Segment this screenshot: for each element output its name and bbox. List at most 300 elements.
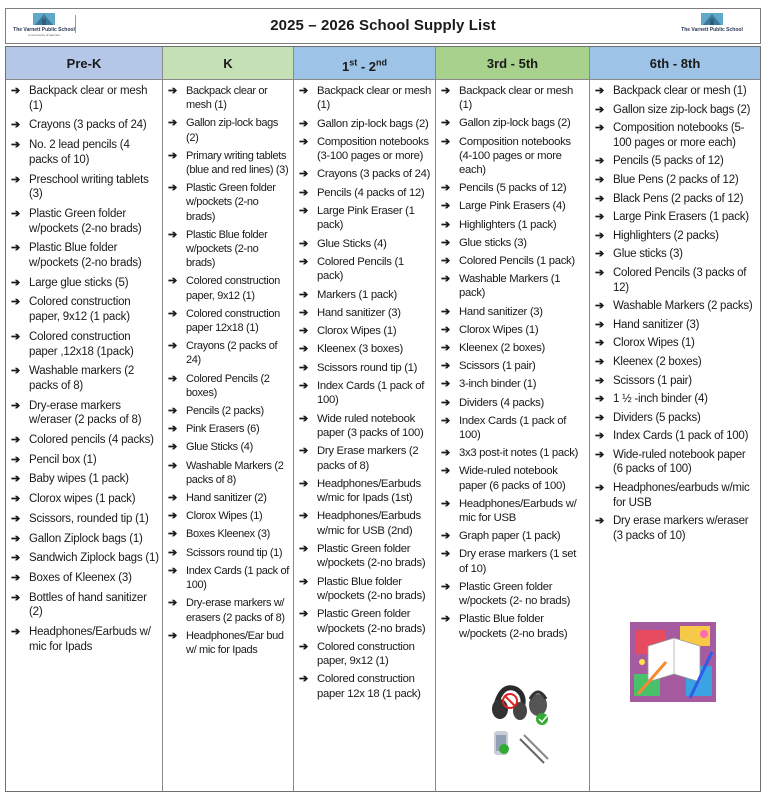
supply-item-1st-2nd <box>298 237 432 251</box>
supply-item-text: Index Cards (1 pack of 100) <box>613 430 749 443</box>
bullet-arrow-icon: ➔ <box>11 473 21 486</box>
supply-item-text: Plastic Green folder w/pockets (2-no brads) <box>186 182 276 223</box>
supply-list-1st-2nd <box>294 80 435 701</box>
bullet-arrow-icon: ➔ <box>299 412 308 425</box>
supply-item-text: Crayons (3 packs of 24) <box>29 119 147 132</box>
supply-item-text: Sandwich Ziplock bags (1) <box>29 552 159 565</box>
supply-item-text: Kleenex (2 boxes) <box>613 355 702 368</box>
supply-item-text: Black Pens (2 packs of 12) <box>613 192 744 205</box>
bullet-arrow-icon: ➔ <box>11 626 21 639</box>
bullet-arrow-icon: ➔ <box>11 571 21 584</box>
supply-item-3rd-5th <box>440 236 586 250</box>
supply-item-text: Baby wipes (1 pack) <box>29 473 129 486</box>
supply-item-k <box>167 181 290 224</box>
bullet-arrow-icon: ➔ <box>595 85 604 97</box>
supply-item-3rd-5th <box>440 323 586 337</box>
supply-item-text: Preschool writing tablets (3) <box>29 173 149 201</box>
supply-item-prek <box>10 591 159 620</box>
bullet-arrow-icon: ➔ <box>11 493 21 506</box>
supply-item-text: Plastic Green folder w/pockets (2-no brads) <box>317 608 426 635</box>
bullet-arrow-icon: ➔ <box>168 85 177 97</box>
bullet-arrow-icon: ➔ <box>595 266 604 279</box>
bullet-arrow-icon: ➔ <box>299 205 308 218</box>
bullet-arrow-icon: ➔ <box>441 378 450 391</box>
supply-item-text: Wide ruled notebook paper (3 packs of 100) <box>317 412 424 439</box>
bullet-arrow-icon: ➔ <box>595 448 604 461</box>
supply-item-text: Large Pink Eraser (1 pack) <box>317 205 415 232</box>
bullet-arrow-icon: ➔ <box>595 411 604 424</box>
supply-item-prek <box>10 625 159 654</box>
bullet-arrow-icon: ➔ <box>299 306 308 319</box>
bullet-arrow-icon: ➔ <box>299 325 308 338</box>
supply-list-k <box>163 80 293 657</box>
bullet-arrow-icon: ➔ <box>168 528 177 541</box>
supply-item-text: Washable markers (2 packs of 8) <box>29 365 135 392</box>
column-heading-text-1st-2nd: 1st - 2nd <box>341 58 388 75</box>
bullet-arrow-icon: ➔ <box>595 300 604 313</box>
supply-item-text: Scissors round tip (1) <box>317 361 418 374</box>
bullet-arrow-icon: ➔ <box>299 380 308 393</box>
bullet-arrow-icon: ➔ <box>441 396 450 409</box>
supply-item-k <box>167 509 290 523</box>
supply-item-1st-2nd <box>298 288 432 302</box>
supply-list-3rd-5th <box>436 80 589 641</box>
supply-item-1st-2nd <box>298 342 432 356</box>
supply-item-3rd-5th <box>440 181 586 195</box>
supply-item-text: Glue Sticks (4) <box>317 237 387 250</box>
bullet-arrow-icon: ➔ <box>299 135 308 148</box>
supply-item-text: Wide-ruled notebook paper (6 packs of 100) <box>459 465 566 492</box>
supply-item-text: Colored construction paper, 9x12 (1 pack) <box>29 296 131 324</box>
supply-item-text: Clorox Wipes (1) <box>317 325 397 338</box>
supply-item-6th-8th <box>594 429 757 444</box>
page-header <box>5 8 761 44</box>
supply-item-text: Dry-erase markers w/ erasers (2 packs of 8) <box>186 597 285 624</box>
supply-item-text: Glue sticks (3) <box>613 248 683 261</box>
supply-item-prek <box>10 241 159 270</box>
column-heading-6th-8th: 6th - 8th <box>590 47 760 80</box>
logo-right-text: The Varnett Public School <box>681 27 743 33</box>
supply-item-text: Glue sticks (3) <box>459 236 527 249</box>
supply-item-1st-2nd <box>298 84 432 113</box>
supply-item-text: Highlighters (1 pack) <box>459 218 557 231</box>
supply-item-text: Boxes Kleenex (3) <box>186 528 270 541</box>
supply-item-6th-8th <box>594 192 757 207</box>
bullet-arrow-icon: ➔ <box>168 492 177 505</box>
supply-item-6th-8th <box>594 121 757 150</box>
bullet-arrow-icon: ➔ <box>11 85 21 97</box>
supply-item-3rd-5th <box>440 529 586 543</box>
bullet-arrow-icon: ➔ <box>168 441 177 454</box>
supply-item-k <box>167 491 290 505</box>
logo-left-subtext: a community of learners <box>27 33 60 37</box>
bullet-arrow-icon: ➔ <box>441 530 450 543</box>
supply-item-3rd-5th <box>440 135 586 178</box>
bullet-arrow-icon: ➔ <box>11 276 21 289</box>
supply-item-text: Hand sanitizer (3) <box>459 305 543 318</box>
supply-item-text: Colored Pencils (1 pack) <box>317 255 404 283</box>
supply-item-3rd-5th <box>440 254 586 268</box>
supply-item-text: No. 2 lead pencils (4 packs of 10) <box>29 139 130 166</box>
bullet-arrow-icon: ➔ <box>168 372 177 385</box>
bullet-arrow-icon: ➔ <box>168 149 177 162</box>
supply-item-text: Headphones/Earbuds w/mic for USB (2nd) <box>317 510 421 537</box>
supply-item-text: Washable Markers (1 pack) <box>459 273 561 300</box>
supply-item-text: Markers (1 pack) <box>317 288 397 301</box>
supply-item-text: Composition notebooks (3-100 pages or more) <box>317 135 429 163</box>
supply-item-1st-2nd <box>298 204 432 233</box>
supply-item-text: Pencils (5 packs of 12) <box>613 155 724 168</box>
supply-item-text: Headphones/Earbuds w/ mic for Ipads <box>29 626 151 653</box>
supply-item-prek <box>10 492 159 507</box>
bullet-arrow-icon: ➔ <box>595 430 604 443</box>
bullet-arrow-icon: ➔ <box>168 340 177 353</box>
supply-item-1st-2nd <box>298 672 432 701</box>
supply-item-text: Dividers (4 packs) <box>459 396 544 409</box>
supply-item-prek <box>10 295 159 324</box>
supply-item-text: Crayons (3 packs of 24) <box>317 168 431 181</box>
supply-item-text: 3-inch binder (1) <box>459 378 537 391</box>
bullet-arrow-icon: ➔ <box>441 548 450 561</box>
supply-list-prek <box>6 80 162 655</box>
bullet-arrow-icon: ➔ <box>168 275 177 288</box>
supply-item-1st-2nd <box>298 255 432 284</box>
supply-item-prek <box>10 118 159 133</box>
supply-item-3rd-5th <box>440 464 586 492</box>
supply-item-k <box>167 339 290 367</box>
bullet-arrow-icon: ➔ <box>11 399 21 412</box>
supply-item-text: Gallon zip-lock bags (2) <box>186 117 279 144</box>
bullet-arrow-icon: ➔ <box>11 242 21 255</box>
supply-item-1st-2nd <box>298 135 432 164</box>
bullet-arrow-icon: ➔ <box>11 330 21 343</box>
supply-item-6th-8th <box>594 229 757 244</box>
page-title: 2025 – 2026 School Supply List <box>270 17 496 34</box>
supply-item-text: Plastic Blue folder w/pockets (2-no brads) <box>186 228 268 270</box>
bullet-arrow-icon: ➔ <box>441 305 450 318</box>
supply-item-6th-8th <box>594 266 757 295</box>
bullet-arrow-icon: ➔ <box>168 117 177 130</box>
supply-item-1st-2nd <box>298 542 432 571</box>
bullet-arrow-icon: ➔ <box>441 447 450 460</box>
column-6th-8th <box>590 47 760 791</box>
supply-item-6th-8th <box>594 247 757 262</box>
bullet-arrow-icon: ➔ <box>168 182 177 195</box>
bullet-arrow-icon: ➔ <box>11 139 21 152</box>
supply-item-6th-8th <box>594 318 757 333</box>
supply-item-1st-2nd <box>298 379 432 408</box>
supply-item-6th-8th <box>594 336 757 351</box>
supply-item-6th-8th <box>594 411 757 426</box>
supply-item-3rd-5th <box>440 612 586 640</box>
supply-item-text: Colored construction paper, 9x12 (1) <box>317 640 415 668</box>
column-1st-2nd <box>294 47 436 791</box>
supply-item-text: Colored Pencils (2 boxes) <box>186 372 270 399</box>
supply-item-text: Clorox Wipes (1) <box>459 323 539 336</box>
bullet-arrow-icon: ➔ <box>11 552 21 565</box>
bullet-arrow-icon: ➔ <box>441 580 450 593</box>
supply-item-text: Clorox Wipes (1) <box>186 510 263 523</box>
supply-item-3rd-5th <box>440 446 586 460</box>
supply-item-3rd-5th <box>440 377 586 391</box>
bullet-arrow-icon: ➔ <box>441 135 450 148</box>
supply-item-prek <box>10 207 159 236</box>
supply-item-text: Highlighters (2 packs) <box>613 229 719 242</box>
supply-item-6th-8th <box>594 355 757 370</box>
bullet-arrow-icon: ➔ <box>441 255 450 268</box>
logo-tree-icon <box>699 11 725 27</box>
bullet-arrow-icon: ➔ <box>441 360 450 373</box>
supply-item-text: Backpack clear or mesh (1) <box>29 85 148 112</box>
bullet-arrow-icon: ➔ <box>168 423 177 436</box>
bullet-arrow-icon: ➔ <box>11 119 21 132</box>
supply-item-text: Index Cards (1 pack of 100) <box>459 414 567 442</box>
supply-item-text: Gallon Ziplock bags (1) <box>29 532 143 545</box>
supply-item-text: Colored Pencils (3 packs of 12) <box>613 266 747 294</box>
supply-item-k <box>167 116 290 144</box>
supply-item-6th-8th <box>594 481 757 510</box>
bullet-arrow-icon: ➔ <box>595 248 604 261</box>
supply-item-prek <box>10 551 159 566</box>
supply-item-text: Crayons (2 packs of 24) <box>186 340 278 367</box>
supply-item-3rd-5th <box>440 84 586 112</box>
supply-item-text: Headphones/Earbuds w/ mic for USB <box>459 497 577 525</box>
supply-item-text: Pencils (2 packs) <box>186 405 264 418</box>
bullet-arrow-icon: ➔ <box>595 515 604 528</box>
bullet-arrow-icon: ➔ <box>299 85 308 97</box>
bullet-arrow-icon: ➔ <box>441 414 450 427</box>
bullet-arrow-icon: ➔ <box>299 168 308 181</box>
supply-item-1st-2nd <box>298 444 432 473</box>
bullet-arrow-icon: ➔ <box>168 546 177 559</box>
bullet-arrow-icon: ➔ <box>168 564 177 577</box>
supply-item-text: Composition notebooks (5-100 pages or more each) <box>613 122 745 149</box>
supply-item-text: Plastic Green folder w/pockets (2-no brads) <box>317 543 426 570</box>
supply-item-text: Glue Sticks (4) <box>186 441 253 454</box>
supply-item-k <box>167 274 290 302</box>
bullet-arrow-icon: ➔ <box>595 122 604 135</box>
supply-item-text: Kleenex (2 boxes) <box>459 342 545 355</box>
supply-item-1st-2nd <box>298 324 432 338</box>
supply-item-k <box>167 629 290 657</box>
bullet-arrow-icon: ➔ <box>299 343 308 356</box>
supply-item-prek <box>10 532 159 547</box>
bullet-arrow-icon: ➔ <box>11 365 21 378</box>
supply-item-text: Primary writing tablets (blue and red lines) (3) <box>186 149 289 177</box>
bullet-arrow-icon: ➔ <box>168 307 177 320</box>
supply-item-3rd-5th <box>440 580 586 608</box>
supply-item-k <box>167 440 290 454</box>
supply-item-text: Backpack clear or mesh (1) <box>459 85 573 112</box>
bullet-arrow-icon: ➔ <box>11 434 21 447</box>
supply-item-k <box>167 422 290 436</box>
bullet-arrow-icon: ➔ <box>11 591 21 604</box>
supply-item-text: Scissors (1 pair) <box>613 374 692 387</box>
bullet-arrow-icon: ➔ <box>595 173 604 186</box>
bullet-arrow-icon: ➔ <box>168 597 177 610</box>
supply-item-k <box>167 564 290 592</box>
supply-item-text: Clorox Wipes (1) <box>613 337 695 350</box>
supply-item-text: Washable Markers (2 packs) <box>613 300 753 313</box>
supply-item-text: Scissors (1 pair) <box>459 360 536 373</box>
bullet-arrow-icon: ➔ <box>595 229 604 242</box>
bullet-arrow-icon: ➔ <box>168 459 177 472</box>
column-heading-k: K <box>163 47 293 80</box>
bullet-arrow-icon: ➔ <box>299 575 308 588</box>
supply-item-6th-8th <box>594 374 757 389</box>
supply-item-text: Backpack clear or mesh (1) <box>613 85 747 97</box>
bullet-arrow-icon: ➔ <box>168 629 177 642</box>
school-logo-right <box>678 11 746 43</box>
supply-item-text: Clorox wipes (1 pack) <box>29 493 136 506</box>
bullet-arrow-icon: ➔ <box>595 103 604 116</box>
supply-item-text: Plastic Green folder w/pockets (2-no brads) <box>29 207 142 235</box>
column-3rd-5th <box>436 47 590 791</box>
supply-item-prek <box>10 364 159 393</box>
supply-item-k <box>167 307 290 335</box>
supply-item-prek <box>10 138 159 167</box>
bullet-arrow-icon: ➔ <box>299 117 308 130</box>
bullet-arrow-icon: ➔ <box>441 200 450 213</box>
supply-item-k <box>167 149 290 177</box>
bullet-arrow-icon: ➔ <box>595 192 604 205</box>
column-prek <box>6 47 163 791</box>
supply-item-text: Blue Pens (2 packs of 12) <box>613 173 739 186</box>
headphones-image <box>486 679 560 771</box>
supply-item-k <box>167 372 290 400</box>
supply-item-text: Scissors, rounded tip (1) <box>29 512 149 525</box>
supply-item-text: Hand sanitizer (3) <box>317 306 401 319</box>
bullet-arrow-icon: ➔ <box>11 296 21 309</box>
supply-item-text: Plastic Blue folder w/pockets (2-no brads) <box>459 613 568 640</box>
bullet-arrow-icon: ➔ <box>299 186 308 199</box>
supply-item-prek <box>10 276 159 291</box>
supply-item-text: Backpack clear or mesh (1) <box>186 85 268 112</box>
supply-item-prek <box>10 512 159 527</box>
supply-item-text: Dry-erase markers w/eraser (2 packs of 8) <box>29 399 142 427</box>
bullet-arrow-icon: ➔ <box>11 173 21 186</box>
supply-item-text: Plastic Blue folder w/pockets (2-no brads) <box>29 242 142 270</box>
bullet-arrow-icon: ➔ <box>299 361 308 374</box>
bullet-arrow-icon: ➔ <box>299 640 308 653</box>
bullet-arrow-icon: ➔ <box>441 497 450 510</box>
supply-item-text: Plastic Green folder w/pockets (2- no brads) <box>459 580 571 608</box>
supply-item-1st-2nd <box>298 361 432 375</box>
bullet-arrow-icon: ➔ <box>441 465 450 478</box>
supply-item-text: Headphones/earbuds w/mic for USB <box>613 482 750 509</box>
supply-item-text: Kleenex (3 boxes) <box>317 343 403 356</box>
supply-item-text: Graph paper (1 pack) <box>459 530 561 543</box>
supply-item-prek <box>10 330 159 359</box>
bullet-arrow-icon: ➔ <box>299 543 308 556</box>
supply-item-3rd-5th <box>440 341 586 355</box>
supply-item-6th-8th <box>594 514 757 543</box>
supply-item-1st-2nd <box>298 575 432 604</box>
supply-item-3rd-5th <box>440 497 586 525</box>
bullet-arrow-icon: ➔ <box>441 236 450 249</box>
supply-item-text: Large glue sticks (5) <box>29 276 129 289</box>
logo-left-text: The Varnett Public School <box>13 27 75 33</box>
supply-item-1st-2nd <box>298 167 432 181</box>
supply-item-text: Gallon zip-lock bags (2) <box>459 117 571 130</box>
supply-item-text: Large Pink Erasers (1 pack) <box>613 211 749 224</box>
column-heading-3rd-5th: 3rd - 5th <box>436 47 589 80</box>
bullet-arrow-icon: ➔ <box>441 182 450 195</box>
supply-item-text: Index Cards (1 pack of 100) <box>317 380 425 407</box>
bullet-arrow-icon: ➔ <box>299 255 308 268</box>
supply-item-prek <box>10 399 159 428</box>
supply-item-text: Gallon zip-lock bags (2) <box>317 117 429 130</box>
supply-item-6th-8th <box>594 392 757 407</box>
supply-item-text: Colored construction paper, 9x12 (1) <box>186 275 280 302</box>
supply-item-text: Pencils (5 packs of 12) <box>459 182 567 195</box>
supply-item-3rd-5th <box>440 359 586 373</box>
supply-item-k <box>167 459 290 487</box>
supply-item-text: Gallon size zip-lock bags (2) <box>613 103 751 116</box>
bullet-arrow-icon: ➔ <box>11 532 21 545</box>
bullet-arrow-icon: ➔ <box>441 85 450 97</box>
supply-item-k <box>167 84 290 112</box>
supply-item-k <box>167 546 290 560</box>
supply-item-3rd-5th <box>440 116 586 130</box>
supply-item-1st-2nd <box>298 412 432 441</box>
supply-item-prek <box>10 173 159 202</box>
supply-item-6th-8th <box>594 154 757 169</box>
supply-item-k <box>167 404 290 418</box>
supply-item-6th-8th <box>594 84 757 99</box>
bullet-arrow-icon: ➔ <box>441 273 450 286</box>
bullet-arrow-icon: ➔ <box>299 445 308 458</box>
bullet-arrow-icon: ➔ <box>299 673 308 686</box>
supply-item-text: Hand sanitizer (3) <box>613 318 700 331</box>
supply-item-1st-2nd <box>298 117 432 131</box>
supply-item-prek <box>10 433 159 448</box>
supply-item-text: 3x3 post-it notes (1 pack) <box>459 447 579 460</box>
supply-item-text: Boxes of Kleenex (3) <box>29 571 132 584</box>
supply-item-prek <box>10 453 159 468</box>
supply-item-1st-2nd <box>298 640 432 669</box>
bullet-arrow-icon: ➔ <box>595 482 604 495</box>
supply-item-text: Pink Erasers (6) <box>186 423 260 436</box>
supply-item-k <box>167 527 290 541</box>
bullet-arrow-icon: ➔ <box>441 342 450 355</box>
bullet-arrow-icon: ➔ <box>299 608 308 621</box>
supply-list-6th-8th <box>590 80 760 543</box>
supply-item-k <box>167 596 290 624</box>
bullet-arrow-icon: ➔ <box>11 453 21 466</box>
bullet-arrow-icon: ➔ <box>299 510 308 523</box>
supply-item-6th-8th <box>594 103 757 118</box>
bullet-arrow-icon: ➔ <box>299 477 308 490</box>
bullet-arrow-icon: ➔ <box>299 288 308 301</box>
bullet-arrow-icon: ➔ <box>11 512 21 525</box>
column-k <box>163 47 294 791</box>
school-supplies-image <box>630 622 716 702</box>
supply-item-1st-2nd <box>298 186 432 200</box>
bullet-arrow-icon: ➔ <box>441 218 450 231</box>
supply-item-text: Pencils (4 packs of 12) <box>317 186 425 199</box>
supply-item-1st-2nd <box>298 306 432 320</box>
supply-item-6th-8th <box>594 210 757 225</box>
supply-item-prek <box>10 472 159 487</box>
bullet-arrow-icon: ➔ <box>168 228 177 241</box>
supply-item-prek <box>10 84 159 113</box>
bullet-arrow-icon: ➔ <box>595 211 604 224</box>
supply-item-text: Bottles of hand sanitizer (2) <box>29 591 147 619</box>
supply-item-prek <box>10 571 159 586</box>
supply-item-3rd-5th <box>440 272 586 300</box>
bullet-arrow-icon: ➔ <box>595 318 604 331</box>
